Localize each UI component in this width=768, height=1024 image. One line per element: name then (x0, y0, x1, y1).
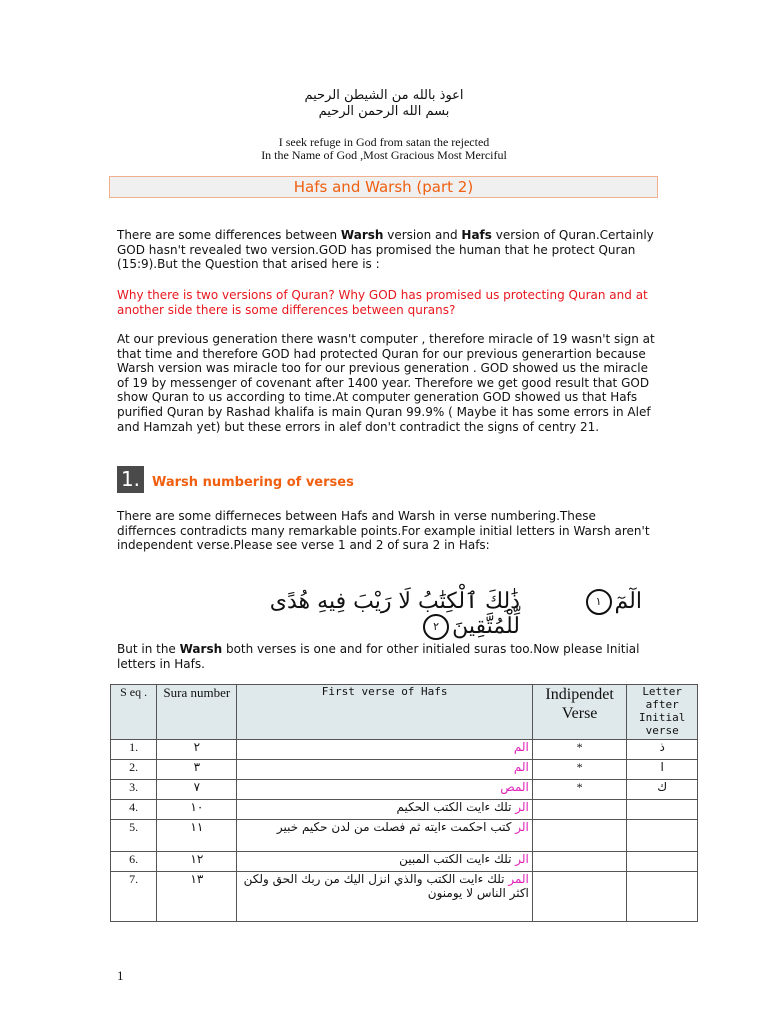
table-cell: ١١ (157, 820, 237, 852)
table-row (111, 820, 698, 852)
header-sura: Sura number (157, 685, 237, 740)
table-cell: * (532, 740, 627, 760)
table-cell: 3. (111, 780, 157, 800)
table-row (111, 760, 698, 780)
table-row (111, 872, 698, 922)
arabic-ta-awwudh: اعوذ بالله من الشيطن الرحيم (304, 88, 464, 103)
verse-1: الٓمٓ١ (583, 589, 642, 615)
header-seq: S eq . (111, 685, 157, 740)
table-cell: * (532, 760, 627, 780)
quran-verses (240, 585, 650, 639)
table-cell: 1. (111, 740, 157, 760)
warsh-bold-2: Warsh (179, 642, 223, 656)
english-refuge-line: I seek refuge in God from satan the rejected (278, 135, 490, 149)
header-indep: Indipendet Verse (532, 685, 627, 740)
page-title: Hafs and Warsh (part 2) (109, 176, 658, 198)
header-verse: First verse of Hafs (237, 685, 533, 740)
table-cell: 2. (111, 760, 157, 780)
table-row (111, 852, 698, 872)
verse-2-number-circle: ٢ (423, 614, 449, 640)
table-row (111, 740, 698, 760)
table-cell (627, 852, 698, 872)
table-cell: 6. (111, 852, 157, 872)
table-row (111, 780, 698, 800)
table-cell: ٢ (157, 740, 237, 760)
table-cell: ١٢ (157, 852, 237, 872)
arabic-basmala: بسم الله الرحمن الرحيم (318, 104, 450, 119)
table-cell: 7. (111, 872, 157, 922)
table-cell: الر تلك ءايت الكتب المبين (237, 852, 533, 872)
english-basmala-line: In the Name of God ,Most Gracious Most Merciful (261, 148, 507, 162)
table-cell (532, 872, 627, 922)
table-cell: ذ (627, 740, 698, 760)
table-cell: ٣ (157, 760, 237, 780)
warsh-bold: Warsh (340, 228, 384, 242)
table-cell: * (532, 780, 627, 800)
table-cell (532, 800, 627, 820)
hafs-bold: Hafs (461, 228, 492, 242)
question-paragraph: Why there is two versions of Quran? Why GOD has promised us protecting Quran and at another side there is some differences between qurans? (117, 288, 648, 317)
table-cell: المص (237, 780, 533, 800)
table-cell (627, 800, 698, 820)
table-cell: المر تلك ءايت الكتب والذي انزل اليك من ربك الحق ولكن اكثر الناس لا يومنون (237, 872, 533, 922)
table-cell: ا (627, 760, 698, 780)
table-cell (627, 872, 698, 922)
table-cell (627, 820, 698, 852)
warsh-paragraph: But in the Warsh both verses is one and for other initialed suras too.Now please Initial letters in Hafs. (117, 642, 640, 671)
history-paragraph: At our previous generation there wasn't computer , therefore miracle of 19 wasn't sign at that time and therefore GOD had protected Quran for our previous generartion because Warsh version was miracle too for our previous generation . GOD showed us the miracle of 19 by messenger of covenant after 1400 year. Therefore we get good result that GOD show Quran to us according to time.At computer generation GOD showed us that Hafs purified Quran by Rashad khalifa is main Quran 99.9% ( Maybe it has some errors in Alef and Hamzah yet) but these errors in alef don't contradict the signs of centry 21. (117, 332, 655, 434)
table-cell: الر كتب احكمت ءايته ثم فصلت من لدن حكيم خبير (237, 820, 533, 852)
numbering-paragraph: There are some differneces between Hafs and Warsh in verse numbering.These differnces contradicts many remarkable points.For example initial letters in Warsh aren't independent verse.Please see verse 1 and 2 of sura 2 in Hafs: (117, 509, 650, 553)
table-cell: الر تلك ءايت الكتب الحكيم (237, 800, 533, 820)
table-cell: 5. (111, 820, 157, 852)
section-heading: Warsh numbering of verses (152, 475, 354, 490)
table-cell: الم (237, 760, 533, 780)
header-letter: Letter after Initial verse (627, 685, 698, 740)
table-cell: ك (627, 780, 698, 800)
table-cell: ٧ (157, 780, 237, 800)
verse-1-number-circle: ١ (586, 589, 612, 615)
table-header-row (111, 685, 698, 740)
table-cell: الم (237, 740, 533, 760)
table-cell: ١٣ (157, 872, 237, 922)
intro-paragraph: There are some differences between Warsh version and Hafs version of Quran.Certainly GOD hasn't revealed two version.GOD has promised the human that he protect Quran (15:9).But the Question that arised here is : (117, 228, 654, 272)
table-cell: 4. (111, 800, 157, 820)
table-cell (532, 820, 627, 852)
initial-letters-table (110, 684, 698, 922)
table-cell (532, 852, 627, 872)
page-number: 1 (117, 968, 124, 983)
section-number: 1. (117, 466, 144, 493)
table-row (111, 800, 698, 820)
table-cell: ١٠ (157, 800, 237, 820)
verse-2: ذَٰلِكَ ٱلْكِتَٰبُ لَا رَيْبَ فِيهِ هُدًى لِّلْمُتَّقِينَ٢ (269, 589, 520, 639)
